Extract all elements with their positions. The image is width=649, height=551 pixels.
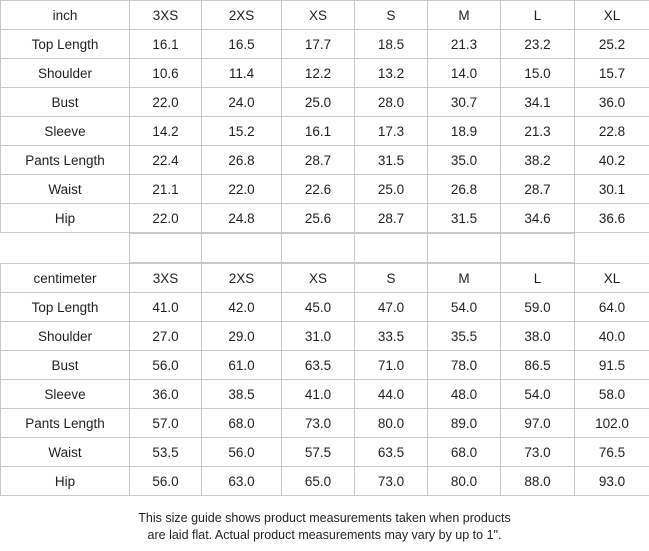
measure-value: 40.0 bbox=[575, 322, 649, 351]
measure-value: 16.1 bbox=[130, 30, 202, 59]
measure-value: 44.0 bbox=[355, 380, 428, 409]
measure-value: 80.0 bbox=[355, 409, 428, 438]
table-row bbox=[1, 117, 649, 146]
table-row bbox=[1, 409, 649, 438]
measure-value: 56.0 bbox=[130, 351, 202, 380]
measure-label: Hip bbox=[1, 467, 130, 496]
measure-value: 14.0 bbox=[428, 59, 501, 88]
measure-value: 31.5 bbox=[355, 146, 428, 175]
measure-value: 89.0 bbox=[428, 409, 501, 438]
size-header-2xs: 2XS bbox=[202, 264, 282, 293]
measure-value: 40.2 bbox=[575, 146, 649, 175]
measure-value: 31.0 bbox=[282, 322, 355, 351]
measure-label: Sleeve bbox=[1, 380, 130, 409]
size-header-3xs: 3XS bbox=[130, 264, 202, 293]
table-row bbox=[1, 175, 649, 204]
measure-value: 38.2 bbox=[501, 146, 575, 175]
spacer-cell bbox=[500, 234, 574, 263]
measure-value: 10.6 bbox=[130, 59, 202, 88]
size-guide-note bbox=[0, 496, 649, 544]
measure-label: Waist bbox=[1, 438, 130, 467]
measure-label: Bust bbox=[1, 351, 130, 380]
measure-value: 53.5 bbox=[130, 438, 202, 467]
measure-value: 28.7 bbox=[501, 175, 575, 204]
measure-value: 71.0 bbox=[355, 351, 428, 380]
size-header-xl: XL bbox=[575, 1, 649, 30]
measure-value: 35.5 bbox=[428, 322, 501, 351]
measure-value: 26.8 bbox=[202, 146, 282, 175]
measure-value: 47.0 bbox=[355, 293, 428, 322]
measure-value: 68.0 bbox=[428, 438, 501, 467]
measure-value: 65.0 bbox=[282, 467, 355, 496]
size-header-m: M bbox=[428, 264, 501, 293]
measure-value: 23.2 bbox=[501, 30, 575, 59]
measure-value: 91.5 bbox=[575, 351, 649, 380]
size-header-m: M bbox=[428, 1, 501, 30]
measure-value: 30.7 bbox=[428, 88, 501, 117]
measure-value: 45.0 bbox=[282, 293, 355, 322]
measure-label: Pants Length bbox=[1, 409, 130, 438]
measure-value: 22.4 bbox=[130, 146, 202, 175]
measure-value: 54.0 bbox=[428, 293, 501, 322]
measure-label: Pants Length bbox=[1, 146, 130, 175]
size-header-l: L bbox=[501, 1, 575, 30]
table-row bbox=[1, 59, 649, 88]
spacer-cell bbox=[574, 234, 649, 263]
measure-value: 35.0 bbox=[428, 146, 501, 175]
measure-value: 21.3 bbox=[501, 117, 575, 146]
table-header-row bbox=[1, 264, 649, 293]
spacer-cell bbox=[201, 234, 281, 263]
table-row bbox=[1, 293, 649, 322]
measure-label: Shoulder bbox=[1, 59, 130, 88]
measure-label: Top Length bbox=[1, 30, 130, 59]
measure-value: 36.0 bbox=[575, 88, 649, 117]
note-line-2: are laid flat. Actual product measurements may vary by up to 1". bbox=[147, 528, 502, 542]
measure-value: 78.0 bbox=[428, 351, 501, 380]
measure-value: 29.0 bbox=[202, 322, 282, 351]
measure-value: 11.4 bbox=[202, 59, 282, 88]
measure-value: 76.5 bbox=[575, 438, 649, 467]
measure-value: 25.0 bbox=[355, 175, 428, 204]
table-header-row bbox=[1, 1, 649, 30]
table-row bbox=[1, 30, 649, 59]
size-header-xl: XL bbox=[575, 264, 649, 293]
measure-value: 17.3 bbox=[355, 117, 428, 146]
measure-value: 73.0 bbox=[501, 438, 575, 467]
measure-value: 28.0 bbox=[355, 88, 428, 117]
measure-value: 80.0 bbox=[428, 467, 501, 496]
measure-value: 16.5 bbox=[202, 30, 282, 59]
table-row bbox=[1, 380, 649, 409]
measure-value: 33.5 bbox=[355, 322, 428, 351]
size-table-centimeter bbox=[0, 263, 649, 496]
size-header-l: L bbox=[501, 264, 575, 293]
measure-value: 93.0 bbox=[575, 467, 649, 496]
spacer-cell bbox=[129, 234, 201, 263]
note-line-1: This size guide shows product measurements taken when products bbox=[138, 511, 511, 525]
measure-value: 63.5 bbox=[355, 438, 428, 467]
table-row bbox=[1, 351, 649, 380]
measure-value: 97.0 bbox=[501, 409, 575, 438]
measure-value: 31.5 bbox=[428, 204, 501, 233]
measure-value: 25.2 bbox=[575, 30, 649, 59]
unit-label: centimeter bbox=[1, 264, 130, 293]
measure-value: 34.1 bbox=[501, 88, 575, 117]
unit-label: inch bbox=[1, 1, 130, 30]
measure-value: 68.0 bbox=[202, 409, 282, 438]
spacer-cell bbox=[354, 234, 427, 263]
measure-value: 22.0 bbox=[130, 204, 202, 233]
table-row bbox=[1, 204, 649, 233]
measure-label: Sleeve bbox=[1, 117, 130, 146]
measure-value: 12.2 bbox=[282, 59, 355, 88]
table-row bbox=[1, 146, 649, 175]
measure-value: 41.0 bbox=[130, 293, 202, 322]
measure-value: 21.1 bbox=[130, 175, 202, 204]
measure-value: 25.0 bbox=[282, 88, 355, 117]
measure-value: 41.0 bbox=[282, 380, 355, 409]
measure-value: 59.0 bbox=[501, 293, 575, 322]
measure-value: 36.6 bbox=[575, 204, 649, 233]
measure-value: 73.0 bbox=[282, 409, 355, 438]
measure-label: Shoulder bbox=[1, 322, 130, 351]
measure-value: 22.8 bbox=[575, 117, 649, 146]
measure-value: 24.8 bbox=[202, 204, 282, 233]
measure-value: 54.0 bbox=[501, 380, 575, 409]
measure-value: 22.6 bbox=[282, 175, 355, 204]
measure-value: 13.2 bbox=[355, 59, 428, 88]
spacer-row bbox=[0, 234, 649, 263]
measure-value: 34.6 bbox=[501, 204, 575, 233]
size-header-xs: XS bbox=[282, 1, 355, 30]
measure-value: 88.0 bbox=[501, 467, 575, 496]
measure-value: 42.0 bbox=[202, 293, 282, 322]
measure-value: 73.0 bbox=[355, 467, 428, 496]
measure-value: 38.0 bbox=[501, 322, 575, 351]
measure-label: Bust bbox=[1, 88, 130, 117]
measure-value: 18.9 bbox=[428, 117, 501, 146]
size-table-inch bbox=[0, 0, 649, 233]
measure-value: 25.6 bbox=[282, 204, 355, 233]
measure-value: 16.1 bbox=[282, 117, 355, 146]
measure-value: 15.0 bbox=[501, 59, 575, 88]
measure-value: 58.0 bbox=[575, 380, 649, 409]
measure-value: 64.0 bbox=[575, 293, 649, 322]
table-row bbox=[1, 467, 649, 496]
measure-value: 18.5 bbox=[355, 30, 428, 59]
measure-label: Waist bbox=[1, 175, 130, 204]
size-header-xs: XS bbox=[282, 264, 355, 293]
measure-value: 57.0 bbox=[130, 409, 202, 438]
measure-value: 14.2 bbox=[130, 117, 202, 146]
size-header-3xs: 3XS bbox=[130, 1, 202, 30]
measure-value: 57.5 bbox=[282, 438, 355, 467]
size-header-s: S bbox=[355, 1, 428, 30]
measure-value: 61.0 bbox=[202, 351, 282, 380]
measure-value: 27.0 bbox=[130, 322, 202, 351]
measure-value: 102.0 bbox=[575, 409, 649, 438]
size-header-s: S bbox=[355, 264, 428, 293]
table-row bbox=[1, 438, 649, 467]
measure-value: 30.1 bbox=[575, 175, 649, 204]
table-row bbox=[1, 88, 649, 117]
measure-value: 24.0 bbox=[202, 88, 282, 117]
size-header-2xs: 2XS bbox=[202, 1, 282, 30]
measure-value: 86.5 bbox=[501, 351, 575, 380]
measure-value: 56.0 bbox=[202, 438, 282, 467]
measure-value: 28.7 bbox=[282, 146, 355, 175]
table-gap bbox=[0, 233, 649, 263]
measure-label: Hip bbox=[1, 204, 130, 233]
measure-value: 63.5 bbox=[282, 351, 355, 380]
measure-value: 63.0 bbox=[202, 467, 282, 496]
measure-value: 15.7 bbox=[575, 59, 649, 88]
spacer-cell bbox=[427, 234, 500, 263]
measure-value: 28.7 bbox=[355, 204, 428, 233]
measure-value: 22.0 bbox=[130, 88, 202, 117]
measure-value: 17.7 bbox=[282, 30, 355, 59]
measure-value: 48.0 bbox=[428, 380, 501, 409]
measure-value: 26.8 bbox=[428, 175, 501, 204]
measure-value: 56.0 bbox=[130, 467, 202, 496]
measure-value: 22.0 bbox=[202, 175, 282, 204]
measure-value: 36.0 bbox=[130, 380, 202, 409]
measure-value: 21.3 bbox=[428, 30, 501, 59]
spacer-cell bbox=[0, 234, 129, 263]
measure-value: 15.2 bbox=[202, 117, 282, 146]
spacer-cell bbox=[281, 234, 354, 263]
measure-value: 38.5 bbox=[202, 380, 282, 409]
table-row bbox=[1, 322, 649, 351]
measure-label: Top Length bbox=[1, 293, 130, 322]
